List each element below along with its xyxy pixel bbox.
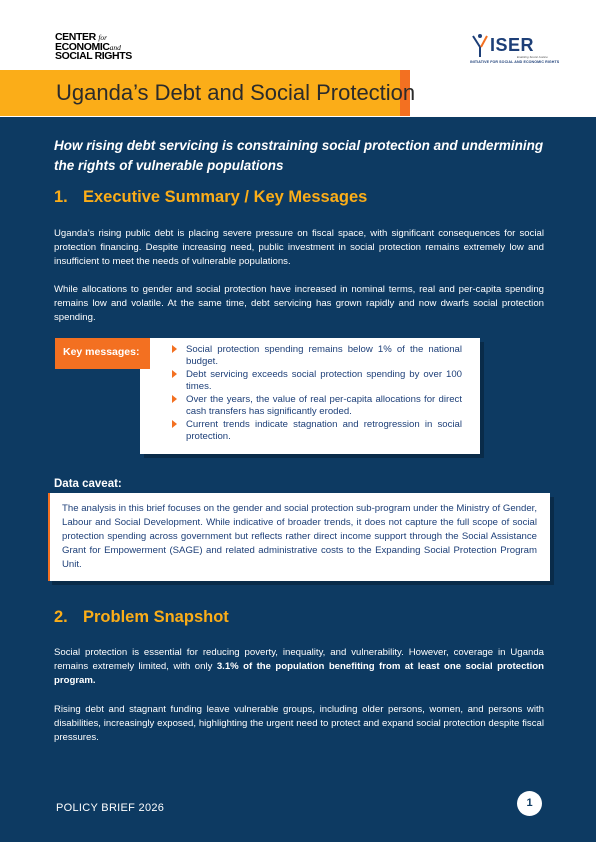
key-message-item — [172, 419, 462, 442]
key-message-item — [172, 394, 462, 417]
cesr-logo-and: and — [109, 42, 121, 52]
bullet-arrow-icon — [172, 395, 177, 403]
problem-snapshot-paragraph-1 — [54, 646, 544, 688]
key-messages-label: Key messages: — [55, 338, 150, 369]
key-message-text: Over the years, the value of real per-capita allocations for direct cash transfers has significantly eroded. — [186, 394, 462, 417]
coverage-statistic: 3.1% of the population benefiting from at least one social protection program. — [54, 661, 544, 686]
bullet-arrow-icon — [172, 370, 177, 378]
page-title: Uganda’s Debt and Social Protection — [56, 80, 416, 105]
section-1-title: Executive Summary / Key Messages — [83, 188, 368, 206]
iser-logo-subtitle: INITIATIVE FOR SOCIAL AND ECONOMIC RIGHTS — [470, 60, 560, 64]
bullet-arrow-icon — [172, 345, 177, 353]
data-caveat-text: The analysis in this brief focuses on the gender and social protection sub-program under the Ministry of Gender, Labour and Social Development. While indicative of broader trends, it does not capture the full scope of social protection spending across government but reflects rather direct income support through the Social Assistance Grant for Empowerment (SAGE) and related administrative costs to the Expanding Social Protection Program Unit. — [62, 503, 537, 570]
section-2-number: 2. — [54, 608, 68, 626]
footer-label: POLICY BRIEF 2026 — [56, 802, 165, 814]
cesr-logo-line2: ECONOMIC — [55, 40, 110, 53]
iser-logo — [470, 33, 560, 64]
cesr-logo-line3: SOCIAL RIGHTS — [55, 50, 132, 62]
key-message-text: Social protection spending remains below 1% of the national budget. — [186, 344, 462, 367]
page-number: 1 — [517, 791, 542, 816]
section-2-title: Problem Snapshot — [83, 608, 229, 626]
exec-summary-paragraph-2: While allocations to gender and social protection have increased in nominal terms, real and per-capita spending remains low and volatile. At the same time, debt servicing has grown rapidly and now dwarfs social protection spending. — [54, 284, 544, 323]
cesr-logo-line1: CENTER — [55, 31, 96, 43]
section-2-heading — [54, 608, 229, 627]
bullet-arrow-icon — [172, 420, 177, 428]
section-1-heading — [54, 188, 367, 207]
iser-emblem-icon — [470, 33, 492, 59]
key-message-text: Current trends indicate stagnation and retrogression in social protection. — [186, 419, 462, 442]
key-message-item — [172, 369, 462, 392]
problem-snapshot-text: Social protection is essential for reducing poverty, inequality, and vulnerability. However, coverage in Uganda remains extremely limited, with only — [54, 647, 544, 672]
cesr-logo-for: for — [98, 33, 108, 42]
section-1-number: 1. — [54, 188, 68, 206]
key-messages-list — [172, 344, 462, 444]
exec-summary-paragraph-1: Uganda’s rising public debt is placing severe pressure on fiscal space, with significant consequences for social protection financing. Despite increasing need, public investment in social protection remains extremely low and insufficient to meet the needs of vulnerable populations. — [54, 228, 544, 267]
cesr-logo — [55, 33, 145, 62]
iser-logo-tagline: Enabling Social Justice — [517, 55, 548, 59]
page-subtitle: How rising debt servicing is constraining social protection and undermining the rights of vulnerable populations — [54, 138, 544, 173]
problem-snapshot-paragraph-2: Rising debt and stagnant funding leave vulnerable groups, including older persons, women, and persons with disabilities, increasingly exposed, highlighting the urgent need to protect and expand social protection despite fiscal pressures. — [54, 704, 544, 743]
key-message-text: Debt servicing exceeds social protection spending by over 100 times. — [186, 369, 462, 392]
data-caveat-heading: Data caveat: — [54, 478, 122, 490]
key-message-item — [172, 344, 462, 367]
iser-logo-word: ISER — [490, 35, 535, 55]
